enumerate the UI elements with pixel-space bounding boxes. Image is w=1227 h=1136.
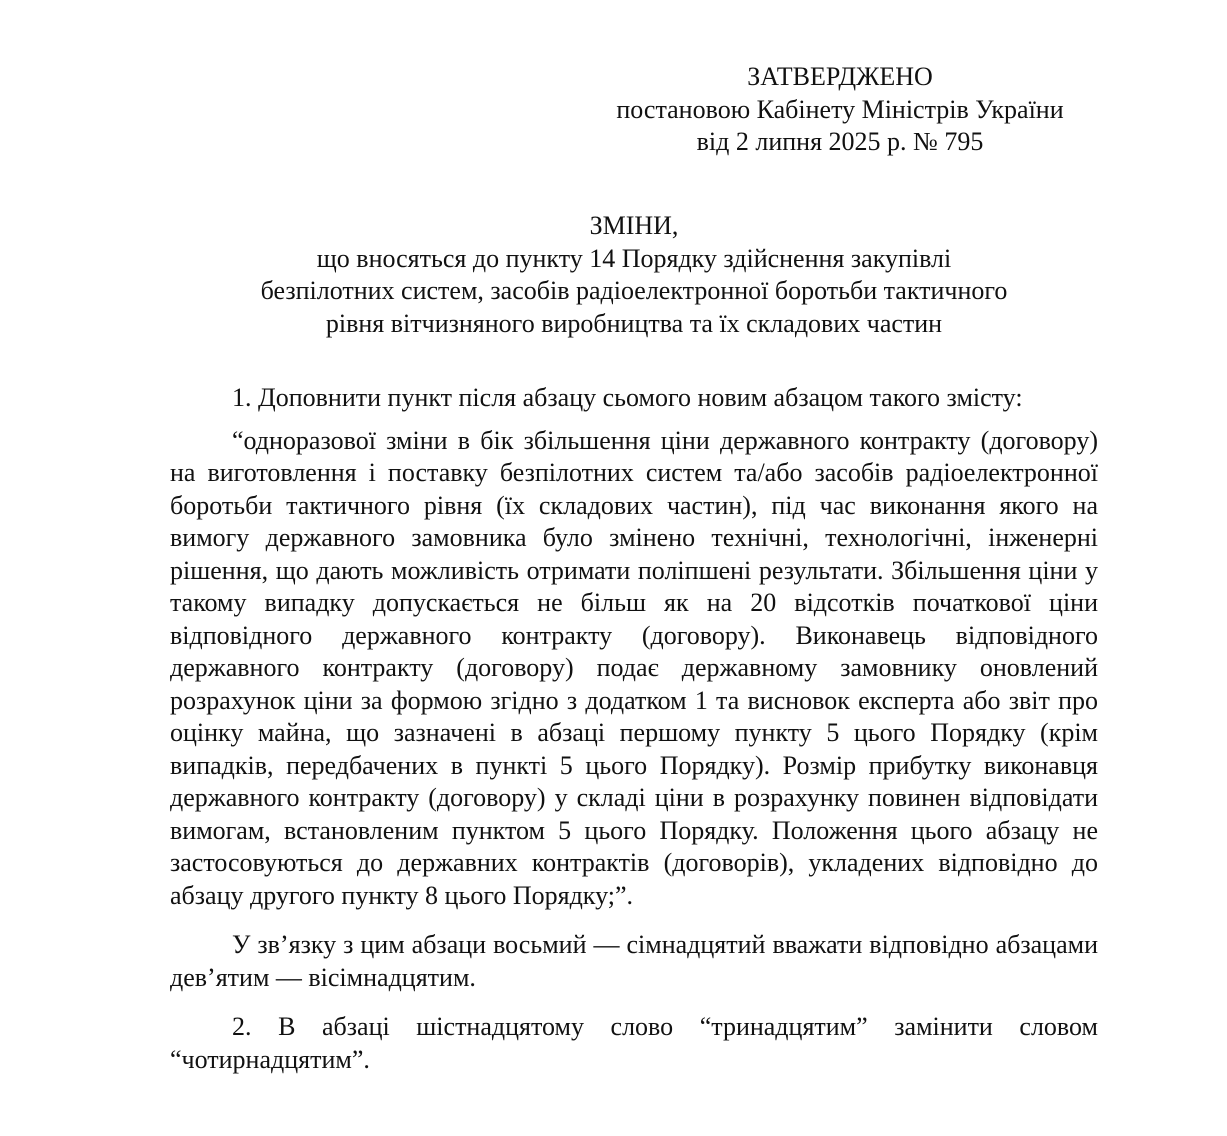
title-line-1: що вносяться до пункту 14 Порядку здійснення закупівлі bbox=[316, 243, 952, 273]
title-line-2: безпілотних систем, засобів радіоелектронної боротьби тактичного bbox=[260, 276, 1008, 305]
paragraph-renumbering: У зв’язку з цим абзаци восьмий — сімнадцятий вважати відповідно абзацами дев’ятим — вісімнадцятим. bbox=[170, 930, 1098, 992]
approval-heading: ЗАТВЕРДЖЕНО bbox=[747, 62, 933, 91]
title-line-3: рівня вітчизняного виробництва та їх складових частин bbox=[325, 308, 943, 338]
approval-stamp bbox=[590, 61, 1090, 159]
paragraph-inserted-text: “одноразової зміни в бік збільшення ціни державного контракту (договору) на виготовлення і поставку безпілотних систем та/або засобів радіоелектронної боротьби тактичного рівня (їх складових частин), під час виконання якого на вимогу державного замовника було змінено технічні, технологічні, інженерні рішення, що дають можливість отримати поліпшені результати. Збільшення ціни у такому випадку допускається не більш як на 20 відсотків початкової ціни відповідного державного контракту (договору). Виконавець відповідного державного контракту (договору) подає державному замовнику оновлений розрахунок ціни за формою згідно з додатком 1 та висновок експерта або звіт про оцінку майна, що зазначені в абзаці першому пункту 5 цього Порядку (крім випадків, передбачених в пункті 5 цього Порядку). Розмір прибутку виконавця державного контракту (договору) у складі ціни в розрахунку повинен відповідати вимогам, встановленим пунктом 5 цього Порядку. Положення цього абзацу не застосовуються до державних контрактів (договорів), укладених відповідно до абзацу другого пункту 8 цього Порядку;”. bbox=[170, 425, 1098, 910]
document-title bbox=[170, 210, 1098, 340]
approval-resolution-line: постановою Кабінету Міністрів України bbox=[616, 94, 1064, 124]
document-body bbox=[170, 382, 1098, 1076]
title-main: ЗМІНИ, bbox=[589, 211, 679, 240]
approval-date-line: від 2 липня 2025 р. № 795 bbox=[696, 127, 984, 156]
paragraph-1: 1. Доповнити пункт після абзацу сьомого новим абзацом такого змісту: bbox=[232, 383, 1023, 412]
paragraph-2: 2. В абзаці шістнадцятому слово “тринадцятим” замінити словом “чотирнадцятим”. bbox=[170, 1012, 1098, 1074]
